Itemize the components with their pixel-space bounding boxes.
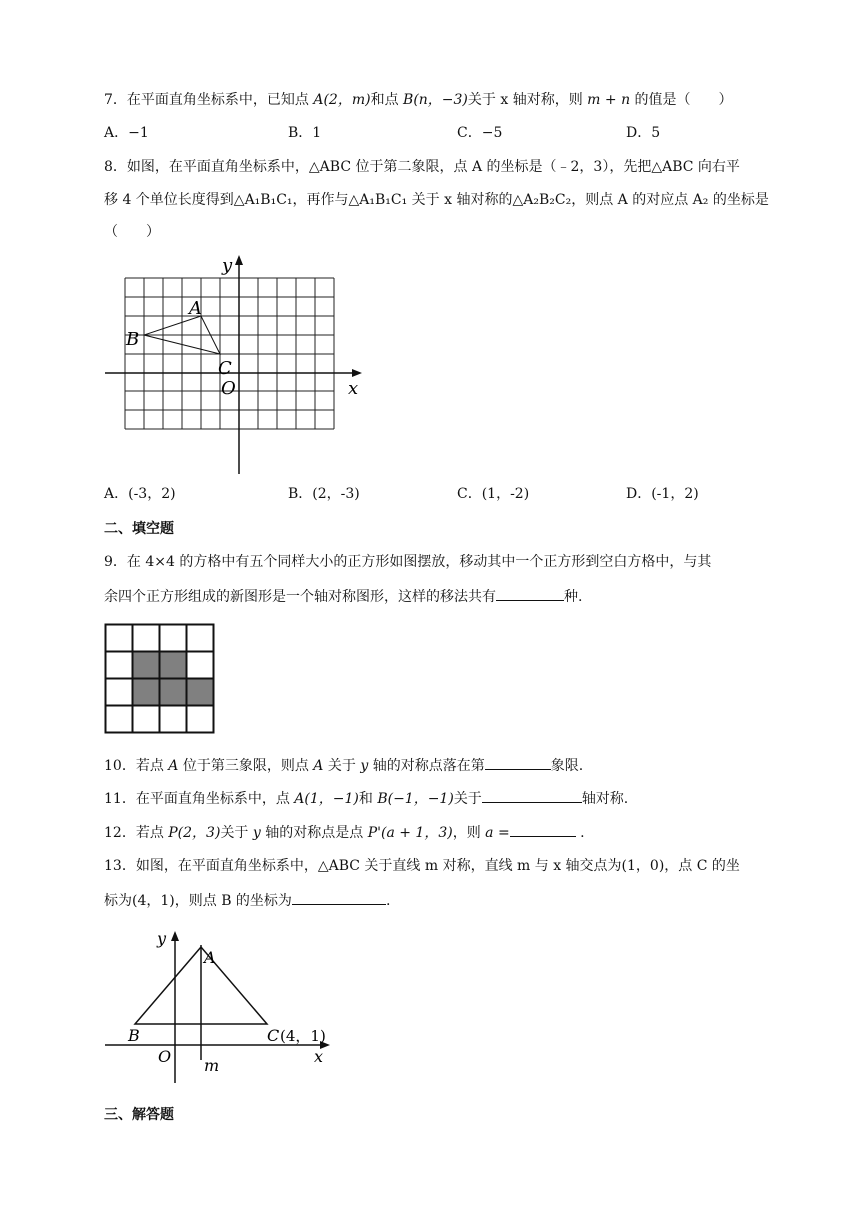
q9-empty-square [133,625,160,652]
q7-part: 和点 [370,92,404,108]
q8-line2: 移 4 个单位长度得到△A₁B₁C₁，再作与△A₁B₁C₁ 关于 x 轴对称的△A₂B₂C₂，则点 A 的对应点 A₂ 的坐标是 [104,192,769,208]
q10-part: 象限. [550,758,584,774]
q9-empty-square [187,652,214,679]
q10-part: 10．若点 [104,758,169,774]
q12-text [104,822,585,843]
q10-var: A [313,758,324,774]
q8-line3: （ ） [104,224,160,240]
q12-part: 轴的对称点是点 [260,825,368,841]
q8-option-c[interactable]: C．(1，-2) [457,486,530,502]
q7-point-a: A(2，m) [313,92,371,108]
q12-point-p: P(2，3) [168,825,221,841]
q8-option-a[interactable]: A．(-3，2) [104,486,176,502]
q13-label-c-coord: (4，1) [280,1027,326,1045]
q12-part: 关于 [220,825,253,841]
q8-label-y: y [222,255,233,276]
q8-line1: 8．如图，在平面直角坐标系中，△ABC 位于第二象限，点 A 的坐标是（﹣2，3），先把△ABC 向右平 [104,159,740,175]
q9-empty-square [160,625,187,652]
q9-shaded-square [160,652,187,679]
q9-answer-blank[interactable] [496,586,564,601]
q9-empty-square [160,706,187,733]
q9-shaded-square [187,679,214,706]
q12-var: y [252,825,261,841]
q11-part: 和 [358,791,378,807]
section-solve-title: 三、解答题 [104,1107,174,1123]
q9-grid-figure [104,623,216,735]
q7-option-b[interactable]: B．1 [288,125,322,141]
q7-option-a[interactable]: A．−1 [104,125,149,141]
q9-empty-square [106,706,133,733]
q9-line2 [104,586,582,607]
q11-part: 关于 [453,791,482,807]
q11-part: 11．在平面直角坐标系中，点 [104,791,295,807]
q8-label-o: O [221,378,236,399]
q10-var: y [360,758,369,774]
q7-text [104,90,733,110]
q13-label-x: x [314,1047,324,1066]
q13-line2-end: . [385,893,391,909]
q9-empty-square [106,679,133,706]
q8-label-a: A [189,298,202,319]
q9-empty-square [106,652,133,679]
q9-shaded-square [133,679,160,706]
q8-label-c: C [218,358,232,379]
q11-point-b: B(−1，−1) [377,791,454,807]
q9-shaded-square [160,679,187,706]
q9-line2-text: 余四个正方形组成的新图形是一个轴对称图形，这样的移法共有 [104,589,496,605]
q7-point-b: B(n，−3) [403,92,468,108]
q8-grid [125,278,334,429]
q12-part: . [575,825,585,841]
q13-line1: 13．如图，在平面直角坐标系中，△ABC 关于直线 m 对称，直线 m 与 x 轴交点为(1，0)，点 C 的坐 [104,858,740,874]
q11-text [104,788,628,809]
q9-line2-end: 种. [564,589,583,605]
q9-line1: 9．在 4×4 的方格中有五个同样大小的正方形如图摆放，移动其中一个正方形到空白方格中，与其 [104,554,712,570]
q7-part: 7．在平面直角坐标系中，已知点 [104,92,314,108]
q8-label-b: B [126,329,140,350]
q9-empty-square [133,706,160,733]
q10-var: A [168,758,179,774]
q8-y-arrow-icon [235,255,243,265]
q13-line2-text: 标为(4，1)，则点 B 的坐标为 [104,893,292,909]
q10-part: 关于 [323,758,361,774]
q8-x-arrow-icon [352,369,362,377]
q12-var-a: a = [485,825,510,841]
q11-part: 轴对称. [581,791,629,807]
q8-label-x: x [348,378,359,399]
q7-option-c[interactable]: C．−5 [457,125,503,141]
q8-option-d[interactable]: D．(-1，2) [626,486,699,502]
q13-line2 [104,890,390,911]
q13-answer-blank[interactable] [292,890,386,905]
q7-option-d[interactable]: D．5 [626,125,661,141]
q9-empty-square [187,706,214,733]
q7-expr: m + n [587,92,631,108]
q13-label-b: B [128,1026,140,1045]
q10-part: 轴的对称点落在第 [368,758,485,774]
q13-label-m: m [204,1056,220,1075]
q9-empty-square [187,625,214,652]
q8-figure [100,252,370,478]
q8-option-b[interactable]: B．(2，-3) [288,486,360,502]
q9-shaded-square [133,652,160,679]
q12-part: ，则 [452,825,486,841]
q10-text [104,755,583,776]
q10-part: 位于第三象限，则点 [178,758,314,774]
q12-point-p-prime: P'(a + 1，3) [367,825,453,841]
q9-empty-square [106,625,133,652]
q11-answer-blank[interactable] [482,788,582,803]
q10-answer-blank[interactable] [485,755,551,770]
q13-label-y: y [157,929,167,948]
q7-part: 关于 x 轴对称，则 [467,92,588,108]
q12-part: 12．若点 [104,825,169,841]
q11-point-a: A(1，−1) [294,791,359,807]
q9-cells [106,625,214,733]
q13-label-c: C [267,1026,280,1045]
q13-figure [100,925,340,1085]
q12-answer-blank[interactable] [510,822,576,837]
q13-label-o: O [158,1047,172,1066]
q13-label-a: A [204,948,216,967]
q13-y-arrow-icon [171,931,179,941]
section-fill-in-title: 二、填空题 [104,521,174,537]
q7-part: 的值是（ ） [630,92,733,108]
